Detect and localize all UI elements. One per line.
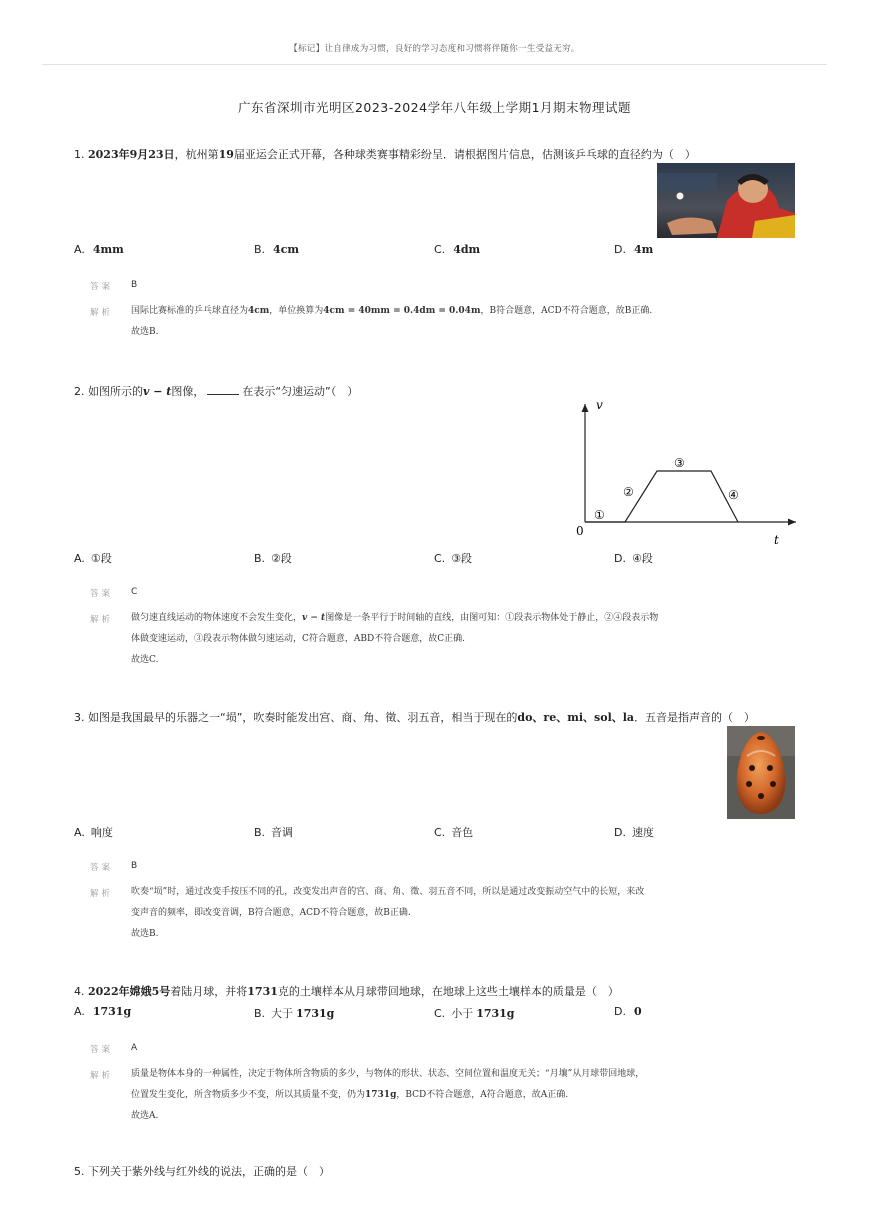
option-letter: D. xyxy=(614,243,626,256)
table-tennis-player-photo xyxy=(657,163,795,238)
question-4-stem xyxy=(74,983,619,999)
option-letter: B. xyxy=(254,826,266,839)
answer-label: 答案 xyxy=(90,863,114,873)
explanation-line: 吹奏“埙”时，通过改变手按压不同的孔，改变发出声音的宫、商、角、徵、羽五音不同，所以是通过改变振动空气中的长短，来改 xyxy=(131,887,645,897)
explanation-line: 质量是物体本身的一种属性，决定于物体所含物质的多少，与物体的形状、状态、空间位置和温度无关；“月壤”从月球带回地球， xyxy=(131,1069,645,1079)
question-number: 3. xyxy=(74,711,85,724)
option-letter: D. xyxy=(614,1005,626,1018)
option-letter: C. xyxy=(434,552,446,565)
q3-explanation xyxy=(131,882,781,945)
q4-explanation xyxy=(131,1064,781,1127)
text: ，单位换算为 xyxy=(269,306,324,316)
explanation-line: 故选A. xyxy=(131,1111,159,1121)
explanation-line xyxy=(131,608,781,629)
q1-number: 19 xyxy=(218,148,234,161)
question-5-stem xyxy=(74,1163,330,1179)
option-text: 音色 xyxy=(451,826,474,839)
q3-text-a: 如图是我国最早的乐器之一“埙”，吹奏时能发出宫、商、角、徵、羽五音，相当于现在的 xyxy=(88,711,518,724)
option-letter: A. xyxy=(74,826,85,839)
explanation-line: 体做变速运动，③段表示物体做匀速运动，C符合题意，ABD不符合题意，故C正确. xyxy=(131,634,465,644)
q1-option-b[interactable] xyxy=(254,243,299,256)
question-number: 1. xyxy=(74,148,85,161)
option-text: 4m xyxy=(633,243,654,256)
v-axis-label: v xyxy=(596,398,603,412)
q1-date: 2023年9月23日 xyxy=(88,148,175,161)
analysis-label: 解析 xyxy=(90,615,114,625)
explanation-line xyxy=(131,301,781,322)
math: v − t xyxy=(302,613,326,623)
option-letter: C. xyxy=(434,1007,446,1020)
page-title: 广东省深圳市光明区2023-2024学年八年级上学期1月期末物理试题 xyxy=(237,100,632,115)
q2-option-d[interactable] xyxy=(614,550,653,566)
option-letter: A. xyxy=(74,552,85,565)
q1-option-a[interactable] xyxy=(74,243,124,256)
explanation-line xyxy=(131,1085,781,1106)
option-text: 4mm xyxy=(92,243,124,256)
option-text: 4cm xyxy=(273,243,300,256)
option-letter: C. xyxy=(434,826,446,839)
origin-label: 0 xyxy=(576,524,584,538)
q4-option-a[interactable] xyxy=(74,1005,131,1018)
q2-text-b: 图像， xyxy=(171,385,205,398)
t-axis-label: t xyxy=(774,533,779,546)
option-text: ①段 xyxy=(90,552,112,565)
question-number: 4. xyxy=(74,985,85,998)
question-3-stem xyxy=(74,709,755,725)
q2-answer: C xyxy=(131,587,138,597)
option-text: 大于 xyxy=(271,1007,294,1020)
q2-text-a: 如图所示的 xyxy=(88,385,143,398)
q4-option-c[interactable] xyxy=(434,1005,515,1021)
analysis-label: 解析 xyxy=(90,1071,114,1081)
q4-mission: 2022年嫦娥5号 xyxy=(88,985,171,998)
q2-explanation xyxy=(131,608,781,671)
option-text: ④段 xyxy=(631,552,653,565)
answer-label: 答案 xyxy=(90,282,114,292)
q4-text-b: 克的土壤样本从月球带回地球，在地球上这些土壤样本的质量是（ ） xyxy=(277,985,619,998)
vt-curve xyxy=(585,471,738,522)
option-letter: D. xyxy=(614,552,626,565)
option-text: 速度 xyxy=(631,826,654,839)
text: ，B符合题意，ACD不符合题意，故B正确. xyxy=(480,306,653,316)
explanation-line: 变声音的频率，即改变音调，B符合题意，ACD不符合题意，故B正确. xyxy=(131,908,411,918)
q4-number: 1731 xyxy=(247,985,278,998)
option-value: 1731g xyxy=(92,1005,132,1018)
q3-option-b[interactable] xyxy=(254,824,293,840)
option-text: 音调 xyxy=(271,826,294,839)
option-letter: B. xyxy=(254,243,266,256)
analysis-label: 解析 xyxy=(90,308,114,318)
vt-graph xyxy=(568,394,800,546)
explanation-line: 故选B. xyxy=(131,929,159,939)
q3-option-d[interactable] xyxy=(614,824,654,840)
q3-notes: do、re、mi、sol、la xyxy=(517,711,635,724)
explanation-line: 故选B. xyxy=(131,327,159,337)
answer-label: 答案 xyxy=(90,1045,114,1055)
q2-option-a[interactable] xyxy=(74,550,112,566)
header-note: 【标记】让自律成为习惯，良好的学习态度和习惯将伴随你一生受益无穷。 xyxy=(289,44,580,54)
analysis-label: 解析 xyxy=(90,889,114,899)
question-number: 5. xyxy=(74,1165,85,1178)
segment-1-label: ① xyxy=(594,508,605,522)
option-letter: B. xyxy=(254,1007,266,1020)
text: 位置发生变化，所含物质多少不变，所以其质量不变，仍为 xyxy=(131,1090,366,1100)
answer-blank[interactable] xyxy=(207,385,239,395)
text: 国际比赛标准的乒乓球直径为 xyxy=(131,306,249,316)
option-letter: A. xyxy=(74,243,85,256)
t-axis-arrow xyxy=(788,519,796,526)
q1-option-c[interactable] xyxy=(434,243,480,256)
math: 4cm xyxy=(248,306,270,316)
q4-answer: A xyxy=(131,1043,138,1053)
q2-option-b[interactable] xyxy=(254,550,292,566)
option-text: ③段 xyxy=(451,552,473,565)
option-value: 1731g xyxy=(296,1007,335,1020)
header-divider xyxy=(42,64,827,65)
explanation-line: 故选C. xyxy=(131,655,159,665)
answer-label: 答案 xyxy=(90,589,114,599)
option-text: 小于 xyxy=(451,1007,474,1020)
q5-text: 下列关于紫外线与红外线的说法，正确的是（ ） xyxy=(88,1165,330,1178)
text: ，BCD不符合题意，A符合题意，故A正确. xyxy=(396,1090,569,1100)
xun-instrument-photo xyxy=(727,726,795,819)
option-text: ②段 xyxy=(271,552,292,565)
q1-text-b: 届亚运会正式开幕，各种球类赛事精彩纷呈．请根据图片信息，估测该乒乓球的直径约为（ ） xyxy=(233,148,696,161)
q3-text-b: ．五音是指声音的（ ） xyxy=(634,711,756,724)
q1-option-d[interactable] xyxy=(614,243,653,256)
question-number: 2. xyxy=(74,385,85,398)
q2-option-c[interactable] xyxy=(434,550,472,566)
option-text: 4dm xyxy=(453,243,481,256)
q2-math: v − t xyxy=(143,385,172,398)
text: 做匀速直线运动的物体速度不会发生变化， xyxy=(131,613,303,623)
option-value: 1731g xyxy=(476,1007,515,1020)
q3-option-c[interactable] xyxy=(434,824,473,840)
text: 图像是一条平行于时间轴的直线，由图可知：①段表示物体处于静止，②④段表示物 xyxy=(325,613,659,623)
option-text: 响度 xyxy=(90,826,113,839)
q1-answer: B xyxy=(131,280,138,290)
q3-option-a[interactable] xyxy=(74,824,113,840)
segment-4-label: ④ xyxy=(728,488,739,502)
option-value: 0 xyxy=(633,1005,642,1018)
option-letter: A. xyxy=(74,1005,85,1018)
segment-3-label: ③ xyxy=(674,456,685,470)
q4-option-b[interactable] xyxy=(254,1005,334,1021)
q1-explanation xyxy=(131,301,781,343)
q4-text-a: 着陆月球，并将 xyxy=(170,985,248,998)
math: 1731g xyxy=(365,1090,397,1100)
q3-answer: B xyxy=(131,861,138,871)
q2-text-c: 在表示“匀速运动”（ ） xyxy=(242,385,359,398)
question-1-stem xyxy=(74,146,696,162)
question-2-stem xyxy=(74,383,358,399)
math: 4cm = 40mm = 0.4dm = 0.04m xyxy=(323,306,481,316)
option-letter: D. xyxy=(614,826,626,839)
segment-2-label: ② xyxy=(623,485,634,499)
v-axis-arrow xyxy=(582,404,589,412)
q4-option-d[interactable] xyxy=(614,1005,642,1018)
option-letter: C. xyxy=(434,243,446,256)
q1-text-a: ，杭州第 xyxy=(174,148,219,161)
option-letter: B. xyxy=(254,552,266,565)
